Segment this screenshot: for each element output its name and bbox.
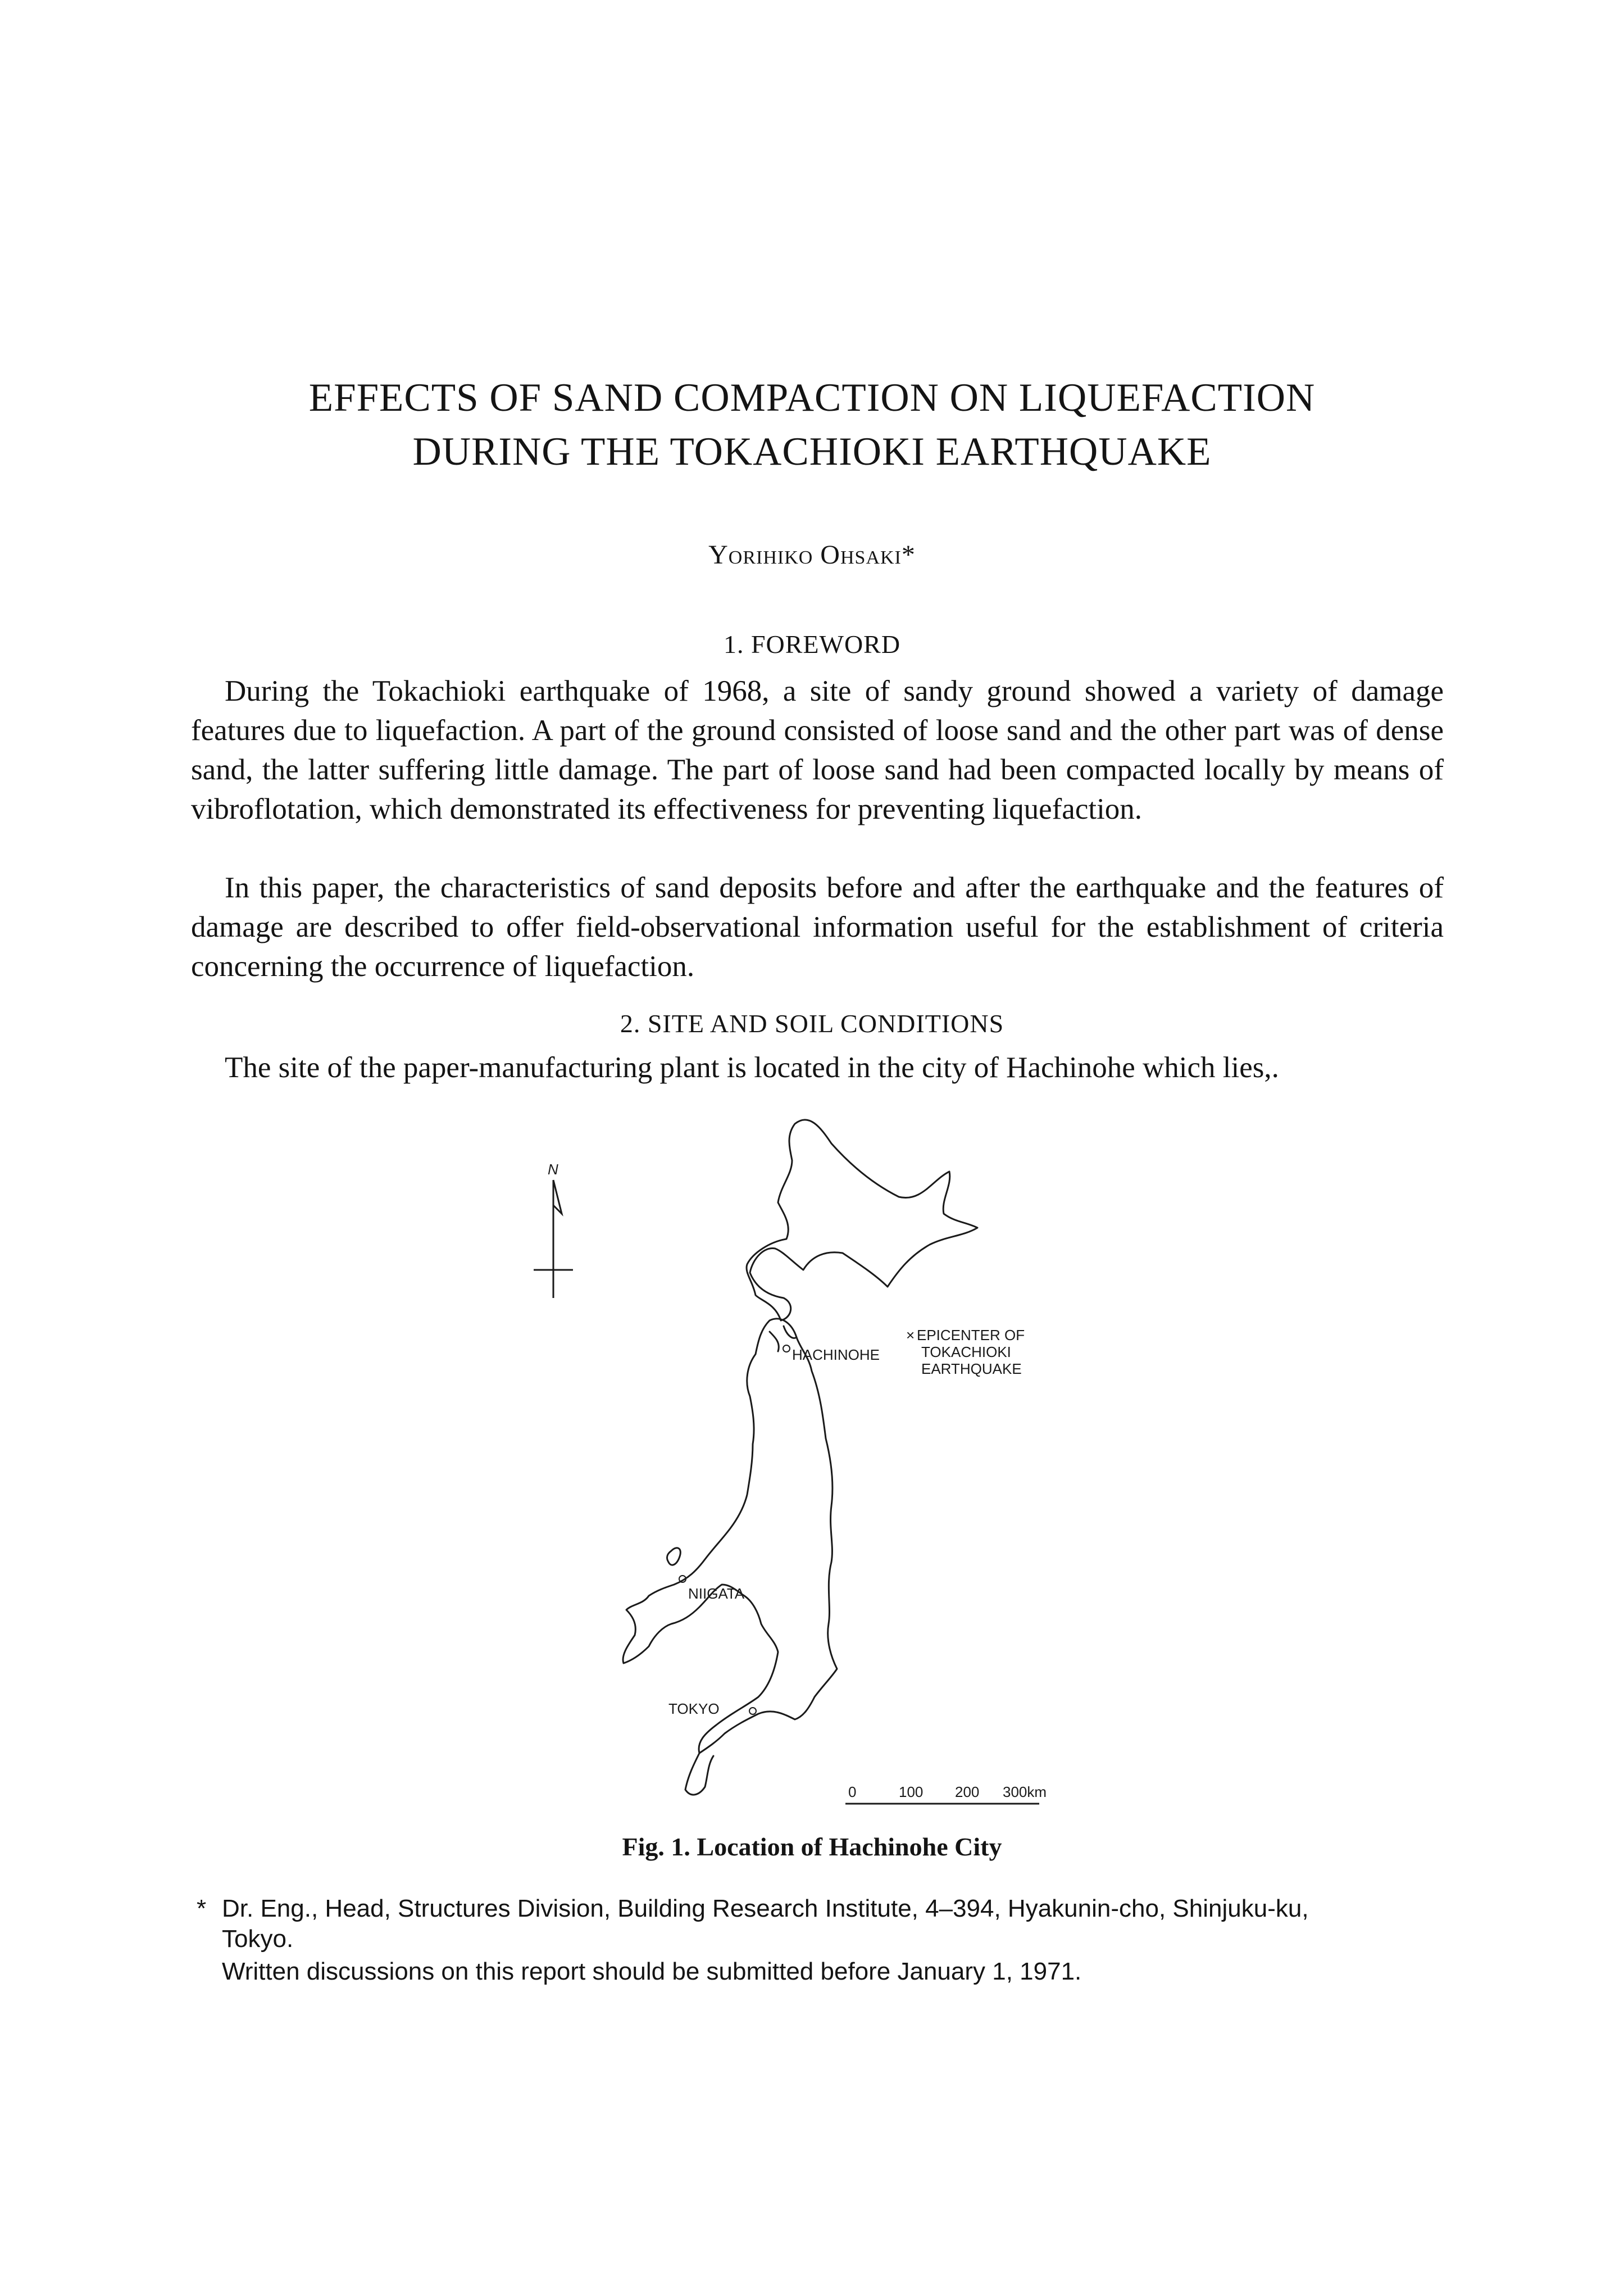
epicenter-marker: × <box>906 1327 915 1344</box>
scale-tick-100: 100 <box>899 1783 924 1800</box>
epicenter-label-line-3: EARTHQUAKE <box>921 1360 1022 1377</box>
epicenter-label-line-1: EPICENTER OF <box>917 1327 1025 1344</box>
epicenter-label-line-2: TOKACHIOKI <box>921 1344 1011 1360</box>
peninsula-outline <box>685 1753 713 1795</box>
site-paragraph-1: The site of the paper-manufacturing plant is located in the city of Hachinohe which lies,. <box>225 1051 1279 1084</box>
north-arrow-head <box>553 1180 562 1214</box>
sado-island-outline <box>667 1548 681 1565</box>
paper-title <box>112 371 1512 479</box>
foreword-paragraph-1: During the Tokachioki earthquake of 1968, a site of sandy ground showed a variety of damage features due to liquefaction. A part of the ground consisted of loose sand and the other part was of dense sand, the latter suffering little damage. The part of loose sand had been compacted locally by means of vibroflotation, which demonstrated its effectiveness for preventing liquefaction. <box>191 675 1444 825</box>
footnote-affiliation: Dr. Eng., Head, Structures Division, Building Research Institute, 4–394, Hyakunin-cho, Shinjuku-ku, <box>222 1895 1309 1922</box>
north-label: N <box>548 1161 558 1178</box>
author-name: Yorihiko Ohsaki* <box>708 540 916 570</box>
tokyo-marker <box>749 1708 756 1714</box>
footnote-discussion-deadline: Written discussions on this report should be submitted before January 1, 1971. <box>222 1958 1082 1985</box>
hachinohe-marker <box>783 1345 790 1352</box>
section-heading-site: 2. SITE AND SOIL CONDITIONS <box>620 1009 1004 1038</box>
title-line-2: DURING THE TOKACHIOKI EARTHQUAKE <box>412 430 1212 474</box>
niigata-label: NIIGATA <box>688 1585 745 1602</box>
title-line-1: EFFECTS OF SAND COMPACTION ON LIQUEFACTION <box>308 376 1316 420</box>
figure-caption: Fig. 1. Location of Hachinohe City <box>622 1832 1002 1861</box>
footnotes <box>197 1894 1446 1987</box>
section-heading-foreword: 1. FOREWORD <box>723 630 901 659</box>
foreword-paragraph-2: In this paper, the characteristics of sand deposits before and after the earthquake and the features of damage are described to offer field-observational information useful for the establishment of criteria concerning the occurrence of liquefaction. <box>191 872 1444 983</box>
map-figure <box>528 1101 1101 1821</box>
hokkaido-outline <box>747 1120 977 1320</box>
honshu-outline <box>623 1319 837 1753</box>
footnote-mark: * <box>197 1895 207 1922</box>
scale-tick-300km: 300km <box>1003 1783 1047 1800</box>
tokyo-label: TOKYO <box>668 1700 720 1717</box>
footnote-affiliation-city: Tokyo. <box>222 1925 294 1953</box>
hachinohe-label: HACHINOHE <box>792 1346 880 1363</box>
scale-tick-200: 200 <box>955 1783 980 1800</box>
japan-location-map <box>528 1101 1101 1821</box>
scale-tick-0: 0 <box>848 1783 857 1800</box>
